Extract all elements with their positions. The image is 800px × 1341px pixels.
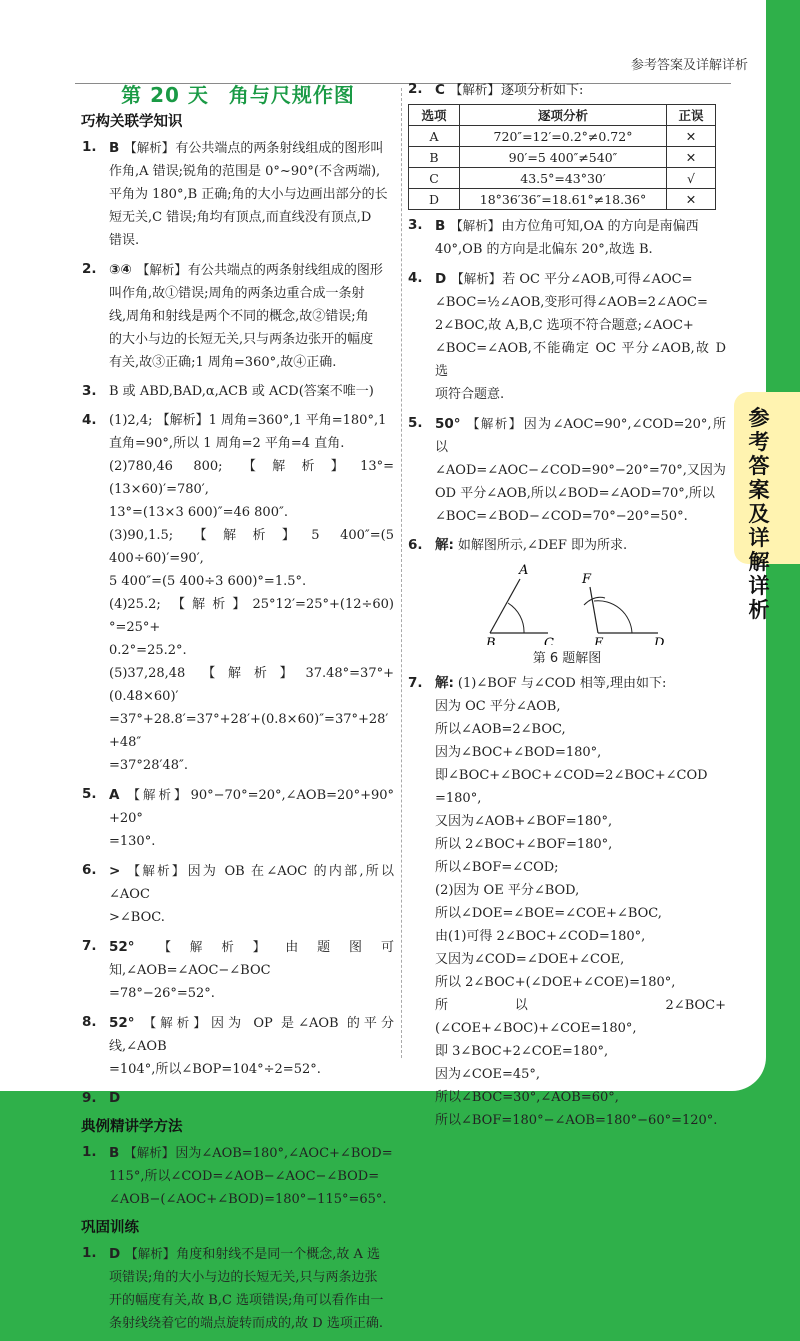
answer-item: 7. 52° 【解析】由题图可知,∠AOB=∠AOC−∠BOC =78°−26°=52°.: [82, 938, 394, 1001]
answer-item: 9. D: [82, 1090, 121, 1106]
arc-B: [508, 603, 524, 633]
side-tab-label: 参考答案及详解详析: [748, 406, 770, 622]
table-row: C 43.5°=43°30′ √: [409, 168, 716, 189]
day-topic: 角与尺规作图: [228, 83, 355, 107]
answer-item: 4. D 【解析】若 OC 平分∠AOB,可得∠AOC= ∠BOC=½∠AOB,变形可得∠AOB=2∠AOC= 2∠BOC,故 A,B,C 选项不符合题意;∠AOC+ ∠BOC=∠AOB,不能确定 OC 平分∠AOB,故 D 选 项符合题意.: [408, 270, 726, 402]
answer-item: 6. 解: 如解图所示,∠DEF 即为所求.: [408, 537, 628, 553]
column-divider: [401, 88, 402, 1058]
answer-item: 1. B 【解析】有公共端点的两条射线组成的图形叫 作角,A 错误;锐角的范围是 0°~90°(不含两端), 平角为 180°,B 正确;角的大小与边画出部分的长 短无关,C 错误;角均有顶点,而直线没有顶点,D 错误.: [82, 139, 388, 248]
label-F: F: [582, 572, 592, 587]
right-column: [408, 78, 726, 1138]
angle-construction-diagram: [408, 557, 726, 645]
ray-EF: [590, 587, 598, 633]
answer-item: 1. D 【解析】角度和射线不是同一个概念,故 A 选 项错误;角的大小与边的长短无关,只与两条边张 开的幅度有关,故 B,C 选项错误;角可以看作由一 条射线绕着它的端点旋转而成的,故 D 选项正确.: [82, 1245, 384, 1331]
label-E: E: [594, 636, 604, 645]
table-header: 选项: [409, 105, 460, 126]
figure-caption: 第 6 题解图: [532, 651, 602, 666]
answer-item: 3. B 或 ABD,BAD,α,ACB 或 ACD(答案不唯一): [82, 383, 374, 399]
arc-E: [594, 601, 632, 633]
label-D: D: [654, 636, 665, 645]
label-A: A: [519, 563, 529, 578]
day-number: 第 20 天: [121, 83, 209, 107]
answer-item: 7. 解: (1)∠BOF 与∠COD 相等,理由如下: 因为 OC 平分∠AOB, 所以∠AOB=2∠BOC, 因为∠BOC+∠BOD=180°, 即∠BOC+∠BOC+∠COD=2∠BOC+∠COD =180°, 又因为∠AOB+∠BOF=180°, 所以 2∠BOC+∠BOF=180°, 所以∠BOF=∠COD; (2)因为 OE 平分∠BOD, 所以∠DOE=∠BOE=∠COE+∠BOC, 由(1)可得 2∠BOC+∠COD=180°, 又因为∠COD=∠DOE+∠COE, 所以 2∠BOC+(∠DOE+∠COE)=180°, 所以 2∠BOC+(∠COE+∠BOC)+∠COE=180°, 即 3∠BOC+2∠COE=180°, 因为∠COE=45°, 所以∠BOC=30°,∠AOB=60°, 所以∠BOF=180°−∠AOB=180°−60°=120°.: [408, 675, 726, 1128]
answer-item: 2. C 【解析】逐项分析如下:: [408, 81, 584, 98]
side-tab[interactable]: [734, 392, 800, 622]
section-heading: 典例精讲学方法: [81, 1119, 183, 1135]
table-header-row: [409, 105, 716, 126]
table-header: 逐项分析: [460, 105, 667, 126]
analysis-table: [408, 104, 716, 210]
ray-BA: [490, 579, 520, 633]
table-header: 正误: [667, 105, 716, 126]
answer-item: 3. B 【解析】由方位角可知,OA 的方向是南偏西 40°,OB 的方向是北偏东 20°,故选 B.: [408, 217, 699, 257]
answer-item: 8. 52° 【解析】因为 OP 是∠AOB 的平分线,∠AOB =104°,所以∠BOP=104°÷2=52°.: [82, 1014, 394, 1077]
section-heading: 巧构关联学知识: [81, 114, 183, 130]
answer-item: 2. ③④ 【解析】有公共端点的两条射线组成的图形 叫作角,故①错误;周角的两条边重合成一条射 线,周角和射线是两个不同的概念,故②错误;角 的大小与边的长短无关,只与两条边张开的幅度 有关,故③正确;1 周角=360°,故④正确.: [82, 261, 383, 370]
header-title: 参考答案及详解详析: [630, 58, 748, 73]
answer-item: 5. 50° 【解析】因为∠AOC=90°,∠COD=20°,所以 ∠AOD=∠AOC−∠COD=90°−20°=70°,又因为 OD 平分∠AOB,所以∠BOD=∠AOD=70°,所以 ∠BOC=∠BOD−∠COD=70°−20°=50°.: [408, 415, 726, 524]
table-row: B 90′=5 400″≠540″ ✕: [409, 147, 716, 168]
table-row: A 720″=12′=0.2°≠0.72° ✕: [409, 126, 716, 147]
answer-item: 6. > 【解析】因为 OB 在∠AOC 的内部,所以∠AOC >∠BOC.: [82, 862, 394, 925]
label-C: C: [544, 636, 554, 645]
answer-item: 5. A 【解析】90°−70°=20°,∠AOB=20°+90°+20° =130°.: [82, 786, 394, 849]
answer-item: 1. B 【解析】因为∠AOB=180°,∠AOC+∠BOD= 115°,所以∠COD=∠AOB−∠AOC−∠BOD= ∠AOB−(∠AOC+∠BOD)=180°−115°=65°.: [82, 1144, 393, 1207]
left-column: [82, 78, 394, 1341]
answer-item: 4. (1)2,4; 【解析】1 周角=360°,1 平角=180°,1 直角=90°,所以 1 周角=2 平角=4 直角. (2)780,46 800; 【解析】13°=(13×60)′=780′, 13°=(13×3 600)″=46 800″. (3)90,1.5; 【解析】5 400″=(5 400÷60)′=90′, 5 400″=(5 400÷3 600)°=1.5°. (4)25.2; 【解析】25°12′=25°+(12÷60)°=25°+ 0.2°=25.2°. (5)37,28,48 【解析】37.48°=37°+(0.48×60)′ =37°+28.8′=37°+28′+(0.8×60)″=37°+28′+48″ =37°28′48″.: [82, 412, 394, 773]
page-title: [82, 79, 394, 108]
construction-figure: [408, 557, 726, 645]
table-row: D 18°36′36″=18.61°≠18.36° ✕: [409, 189, 716, 210]
label-B: B: [486, 636, 496, 645]
section-heading: 巩固训练: [81, 1220, 139, 1236]
